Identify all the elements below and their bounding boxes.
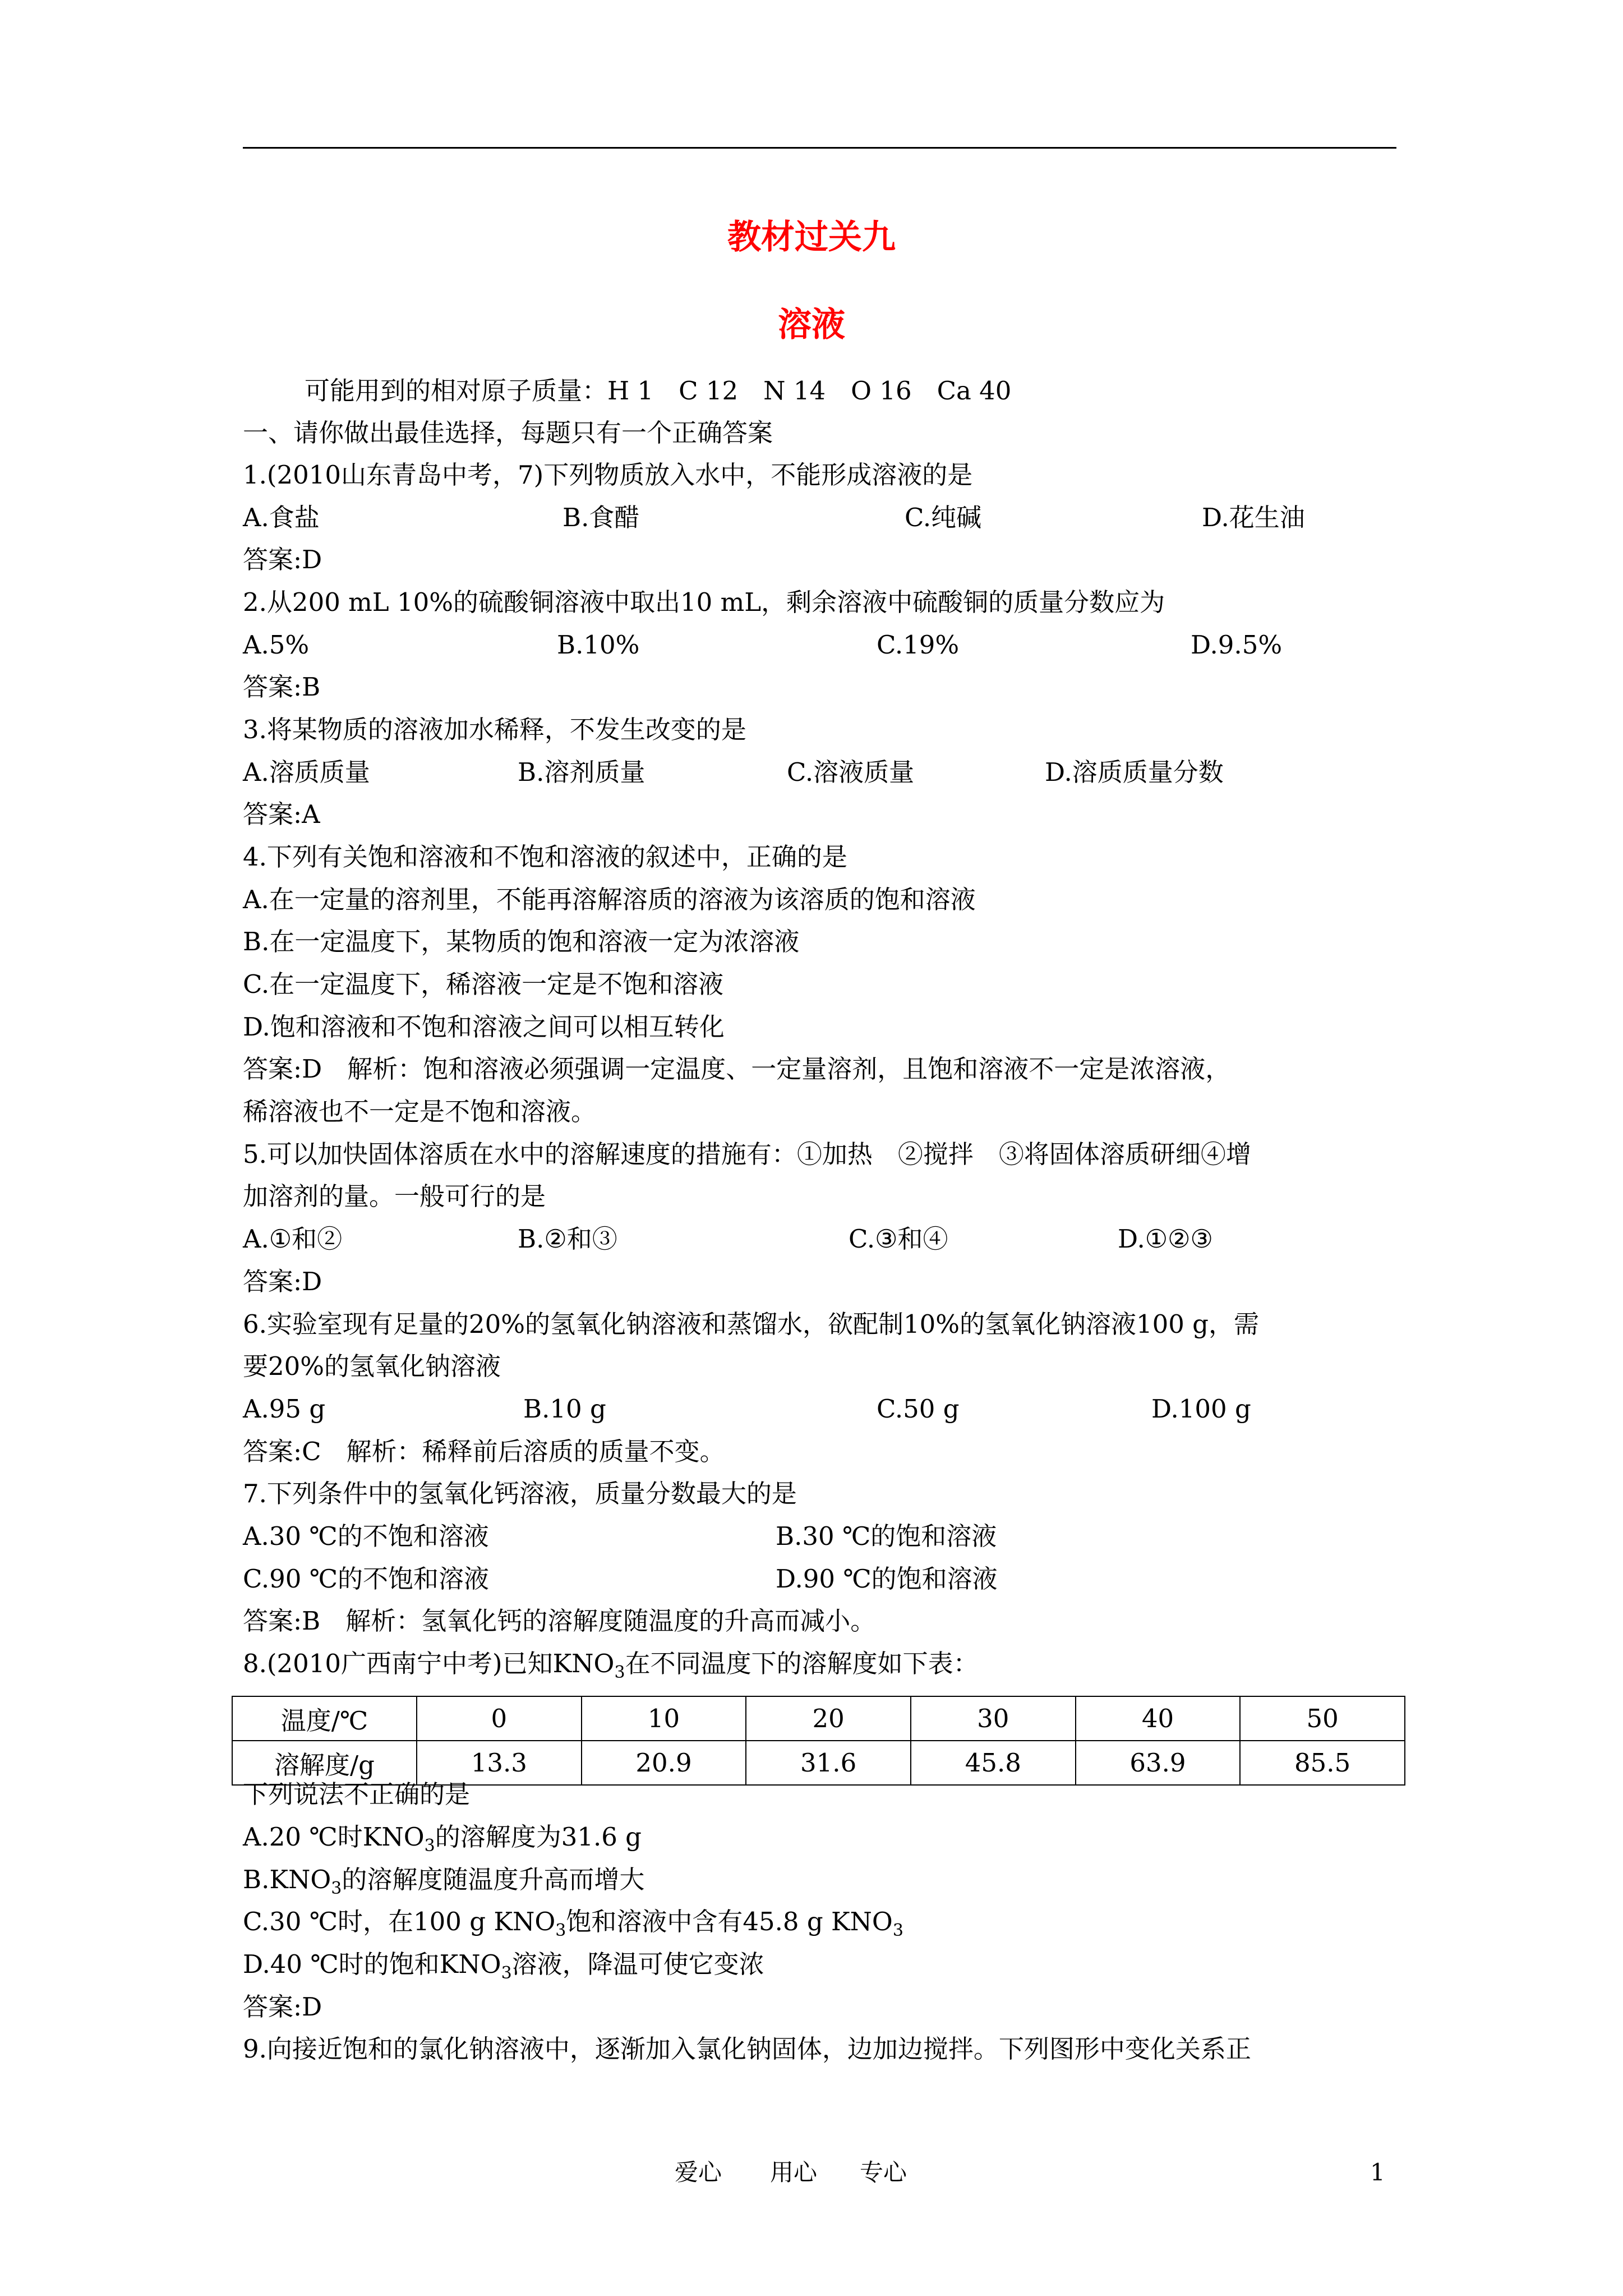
table-cell: 10: [582, 1696, 746, 1741]
q7-option-b: B.30 ℃的饱和溶液: [776, 1521, 997, 1551]
page-title: 教材过关九: [727, 218, 896, 257]
q2-option-a: A.5%: [243, 630, 310, 660]
q3-stem: 3.将某物质的溶液加水稀释，不发生改变的是: [243, 715, 746, 744]
q6-option-b: B.10 g: [523, 1394, 606, 1424]
q1-option-c: C.纯碱: [905, 503, 982, 532]
q2-option-b: B.10%: [557, 630, 640, 660]
q6-option-c: C.50 g: [877, 1394, 960, 1424]
table-cell: 13.3: [417, 1741, 582, 1785]
q7-stem: 7.下列条件中的氢氧化钙溶液，质量分数最大的是: [243, 1479, 797, 1508]
q6-option-d: D.100 g: [1151, 1394, 1251, 1424]
q5-answer: 答案:D: [243, 1267, 322, 1296]
q5-option-d: D.①②③: [1118, 1224, 1213, 1254]
q3-option-a: A.溶质质量: [243, 757, 370, 787]
q4-option-a: A.在一定量的溶剂里，不能再溶解溶质的溶液为该溶质的饱和溶液: [243, 885, 976, 914]
q1-option-a: A.食盐: [243, 503, 320, 532]
q7-answer: 答案:B 解析：氢氧化钙的溶解度随温度的升高而减小。: [243, 1606, 876, 1636]
q3-option-d: D.溶质质量分数: [1045, 757, 1224, 787]
table-cell: 20: [746, 1696, 911, 1741]
table-cell: 50: [1240, 1696, 1405, 1741]
q4-stem: 4.下列有关饱和溶液和不饱和溶液的叙述中，正确的是: [243, 842, 847, 872]
footer-motto-2: 用心: [770, 2159, 818, 2186]
q3-answer: 答案:A: [243, 799, 320, 829]
q9-stem: 9.向接近饱和的氯化钠溶液中，逐渐加入氯化钠固体，边加边搅拌。下列图形中变化关系正: [243, 2034, 1251, 2064]
table-row: [232, 1696, 1405, 1741]
table-cell: 31.6: [746, 1741, 911, 1785]
table-header-solubility: 溶解度/g: [232, 1741, 417, 1785]
q8-option-b: $B.KNO_3$的溶解度随温度升高而增大: [243, 1865, 645, 1898]
table-cell: 0: [417, 1696, 582, 1741]
q3-option-b: B.溶剂质量: [518, 757, 645, 787]
table-cell: 85.5: [1240, 1741, 1405, 1785]
table-cell: 63.9: [1076, 1741, 1241, 1785]
page-subtitle: 溶液: [778, 305, 845, 344]
q3-option-c: C.溶液质量: [787, 757, 915, 787]
q5-option-a: A.①和②: [243, 1224, 343, 1254]
header-rule: [243, 147, 1396, 149]
q4-option-d: D.饱和溶液和不饱和溶液之间可以相互转化: [243, 1012, 725, 1042]
table-header-temperature: 温度/℃: [232, 1696, 417, 1741]
q8-stem: 8.(2010广西南宁中考)已知$KNO_3$在不同温度下的溶解度如下表：: [243, 1649, 979, 1682]
q5-option-b: B.②和③: [518, 1224, 617, 1254]
q6-option-a: A.95 g: [243, 1394, 326, 1424]
q8-question: 下列说法不正确的是: [243, 1779, 471, 1809]
atomic-masses: 可能用到的相对原子质量：H 1 C 12 N 14 O 16 Ca 40: [305, 376, 1012, 406]
q1-option-d: D.花生油: [1202, 503, 1305, 532]
q6-answer: 答案:C 解析：稀释前后溶质的质量不变。: [243, 1437, 725, 1466]
footer-motto-3: 专心: [860, 2159, 907, 2186]
q7-option-d: D.90 ℃的饱和溶液: [776, 1564, 998, 1594]
q2-option-d: D.9.5%: [1191, 630, 1283, 660]
q6-stem-cont: 要20%的氢氧化钠溶液: [243, 1351, 501, 1381]
footer-motto-1: 爱心: [675, 2159, 722, 2186]
solubility-table: [232, 1696, 1405, 1786]
q8-answer: 答案:D: [243, 1992, 322, 2022]
q5-option-c: C.③和④: [849, 1224, 948, 1254]
q6-stem: 6.实验室现有足量的20%的氢氧化钠溶液和蒸馏水，欲配制10%的氢氧化钠溶液100 g，需: [243, 1309, 1259, 1339]
table-cell: 20.9: [582, 1741, 746, 1785]
section-heading: 一、请你做出最佳选择，每题只有一个正确答案: [243, 418, 773, 448]
q5-stem-cont: 加溶剂的量。一般可行的是: [243, 1181, 546, 1211]
q2-option-c: C.19%: [877, 630, 960, 660]
q5-stem: 5.可以加快固体溶质在水中的溶解速度的措施有：①加热 ②搅拌 ③将固体溶质研细④增: [243, 1139, 1251, 1169]
q1-stem: 1.(2010山东青岛中考，7)下列物质放入水中，不能形成溶液的是: [243, 460, 973, 490]
q4-option-b: B.在一定温度下，某物质的饱和溶液一定为浓溶液: [243, 927, 800, 956]
table-cell: 45.8: [911, 1741, 1076, 1785]
q1-option-b: B.食醋: [562, 503, 640, 532]
q4-option-c: C.在一定温度下，稀溶液一定是不饱和溶液: [243, 969, 724, 999]
q1-answer: 答案:D: [243, 545, 322, 574]
q8-option-a: A.20 ℃时$KNO_3$的溶解度为31.6 g: [243, 1822, 642, 1856]
q2-answer: 答案:B: [243, 672, 321, 702]
q7-option-a: A.30 ℃的不饱和溶液: [243, 1521, 489, 1551]
q4-answer-cont: 稀溶液也不一定是不饱和溶液。: [243, 1097, 597, 1126]
table-cell: 40: [1076, 1696, 1241, 1741]
q8-option-d: D.40 ℃时的饱和$KNO_3$溶液，降温可使它变浓: [243, 1949, 764, 1983]
q2-stem: 2.从200 mL 10%的硫酸铜溶液中取出10 mL，剩余溶液中硫酸铜的质量分数应为: [243, 587, 1165, 617]
q7-option-c: C.90 ℃的不饱和溶液: [243, 1564, 490, 1594]
table-cell: 30: [911, 1696, 1076, 1741]
q8-option-c: C.30 ℃时，在100 g $KNO_3$饱和溶液中含有45.8 g $KNO_3$: [243, 1907, 903, 1940]
page-number: 1: [1370, 2159, 1385, 2186]
q4-answer: 答案:D 解析：饱和溶液必须强调一定温度、一定量溶剂，且饱和溶液不一定是浓溶液，: [243, 1054, 1231, 1084]
